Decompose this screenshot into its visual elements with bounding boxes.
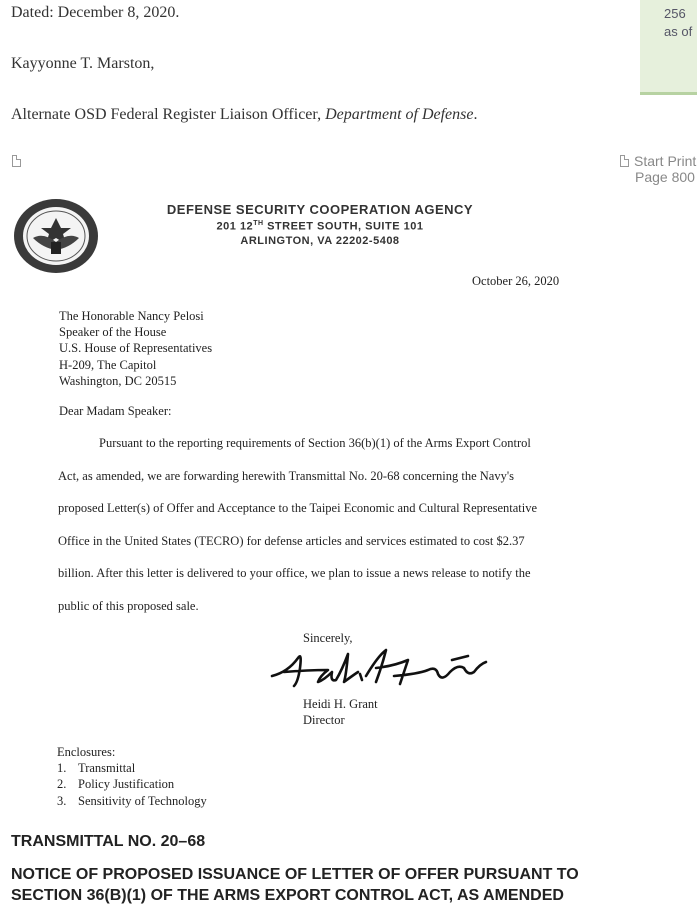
print-page-icon[interactable] <box>620 155 629 167</box>
signer-printed-title: Director <box>303 713 345 727</box>
letterhead-city: ARLINGTON, VA 22202-5408 <box>240 234 400 247</box>
start-print-link[interactable]: Start Print <box>634 153 697 169</box>
body-line: proposed Letter(s) of Offer and Acceptance to the Taipei Economic and Cultural Representative <box>58 501 538 516</box>
enclosure-number: 1. <box>57 761 67 776</box>
enclosures-label: Enclosures: <box>57 745 116 759</box>
body-line: Office in the United States (TECRO) for defense articles and services estimated to cost $2.37 <box>58 533 525 548</box>
signer-printed-name: Heidi H. Grant <box>303 697 378 711</box>
document-icon[interactable] <box>12 155 21 167</box>
transmittal-heading: TRANSMITTAL NO. 20–68 <box>11 833 206 850</box>
letterhead <box>160 202 480 248</box>
enclosure-label: Transmittal <box>78 761 136 776</box>
print-page-number[interactable]: Page 800 <box>635 169 695 185</box>
letterhead-agency: DEFENSE SECURITY COOPERATION AGENCY <box>166 202 474 217</box>
dod-seal-logo <box>13 198 99 274</box>
letter-date: October 26, 2020 <box>472 274 560 288</box>
signer-title-prefix: Alternate OSD Federal Register Liaison Officer, <box>11 106 326 123</box>
enclosures <box>57 744 207 809</box>
signature-block <box>303 696 378 728</box>
dated-line: Dated: December 8, 2020. <box>11 4 180 21</box>
signer-title <box>11 106 477 124</box>
letterhead-street <box>160 217 480 234</box>
enclosure-label: Policy Justification <box>78 777 175 792</box>
enclosure-number: 2. <box>57 777 67 792</box>
address-line: The Honorable Nancy Pelosi <box>59 309 204 323</box>
enclosure-item <box>57 793 207 809</box>
recipient-address <box>59 308 212 389</box>
enclosure-item <box>57 776 207 792</box>
notice-heading: NOTICE OF PROPOSED ISSUANCE OF LETTER OF OFFER PURSUANT TO SECTION 36(B)(1) OF THE ARMS EXPORT CONTROL ACT, AS AMENDED <box>11 866 579 904</box>
handwritten-signature <box>268 646 490 694</box>
address-line: H-209, The Capitol <box>59 357 157 372</box>
letterhead-street-number: 201 12 <box>216 220 254 233</box>
scanned-letter <box>0 190 697 820</box>
enclosure-label: Sensitivity of Technology <box>78 793 207 808</box>
side-note-line-2: as of <box>664 24 693 39</box>
letterhead-street-rest: STREET SOUTH, SUITE 101 <box>263 220 424 233</box>
letter-body <box>58 436 598 632</box>
address-line: Speaker of the House <box>59 325 167 340</box>
signer-agency: Department of Defense <box>325 106 474 123</box>
signer-name: Kayyonne T. Marston, <box>11 55 155 72</box>
body-line: Act, as amended, we are forwarding herewith Transmittal No. 20-68 concerning the Navy's <box>58 468 514 483</box>
address-line: U.S. House of Representatives <box>59 341 213 356</box>
signer-title-suffix: . <box>473 106 478 123</box>
closing: Sincerely, <box>303 631 353 645</box>
body-line: public of this proposed sale. <box>58 598 199 613</box>
enclosure-item <box>57 760 207 776</box>
enclosure-number: 3. <box>57 793 67 808</box>
body-line: billion. After this letter is delivered to your office, we plan to issue a news release to notify the <box>58 566 531 581</box>
body-line: Pursuant to the reporting requirements of Section 36(b)(1) of the Arms Export Control <box>99 436 531 450</box>
address-line: Washington, DC 20515 <box>59 373 177 388</box>
letterhead-street-suffix: TH <box>253 220 264 227</box>
side-note-line-1: 256 <box>664 6 686 21</box>
side-note-panel <box>640 0 697 95</box>
salutation: Dear Madam Speaker: <box>59 404 172 418</box>
